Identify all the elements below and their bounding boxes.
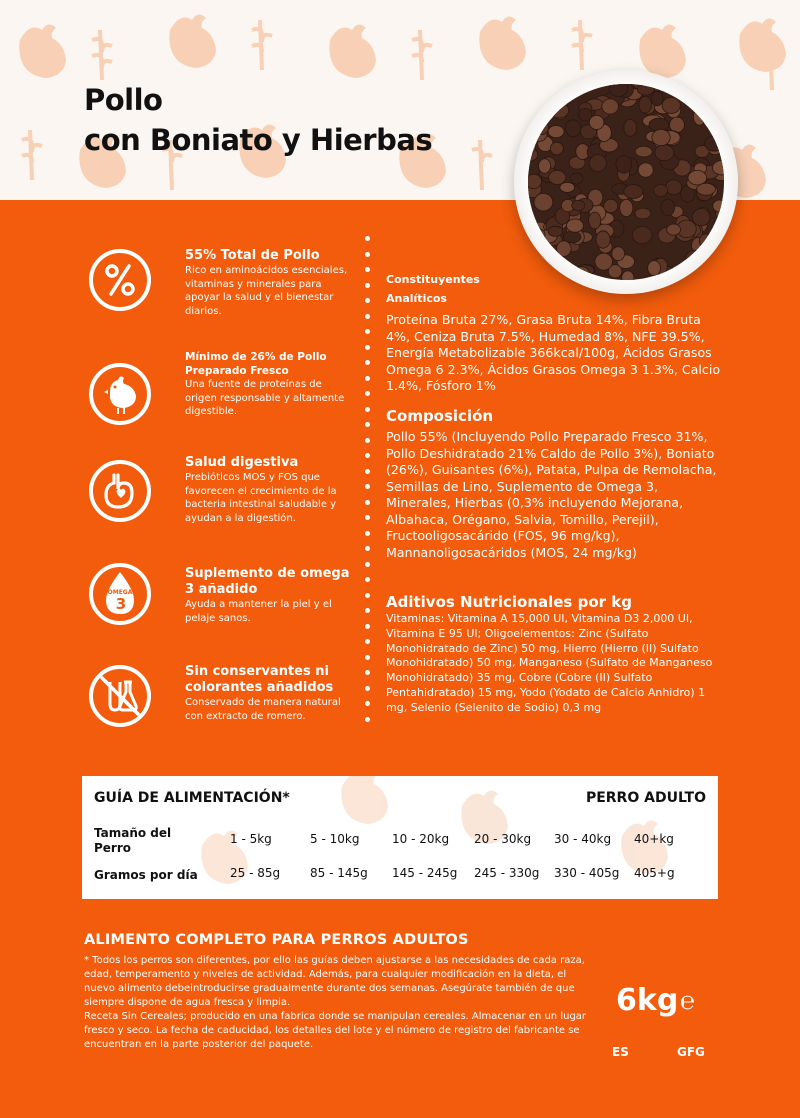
kibble-piece [589, 155, 606, 172]
kibble-piece [528, 174, 542, 188]
benefit-title: Suplemento de omega 3 añadido [185, 566, 350, 597]
kibble-piece [595, 253, 613, 270]
language-code: ES [612, 1045, 629, 1059]
divider-dot [365, 670, 370, 675]
kibble-piece [651, 91, 663, 106]
benefit-desc: Prebióticos MOS y FOS que favorecen el crecimiento de la bacteria intestinal saludable y ayudan a la digestión. [185, 472, 337, 524]
benefit-title: Salud digestiva [185, 455, 299, 470]
benefit-desc: Rico en aminoácidos esenciales, vitaminas y minerales para apoyar la salud y el bienestar diarios. [185, 265, 348, 317]
divider-dot [365, 298, 370, 303]
title-line-1: Pollo [84, 83, 163, 117]
additives-text: Vitaminas: Vitamina A 15,000 UI, Vitamina D3 2,000 UI, Vitamina E 95 UI; Oligoelementos: Zinc (Sulfato Monohidratado de Zinc) 50 mg, Hierro (Hierro (II) Sulfato Monohidratado) 50 mg, Manganeso (Sulfato de Manganeso Monohidratado) 35 mg, Cobre (Cobre (II) Sulfato Pentahidratado) 15 mg, Yodo (Yodato de Calcio Anhidro) 1 mg, Selenio (Selenito de Sodio) 0,3 mg [386, 612, 713, 714]
kibble-piece [692, 209, 710, 226]
chicken-icon [88, 362, 152, 426]
kibble-piece [589, 212, 601, 229]
kibble-piece [632, 227, 652, 244]
kibble-piece [661, 199, 675, 215]
kibble-piece [620, 199, 633, 216]
divider-dot [365, 407, 370, 412]
divider-dot [365, 314, 370, 319]
dotted-divider [365, 236, 371, 726]
composition-heading: Composición [386, 407, 494, 425]
kibble-piece [612, 247, 625, 261]
kibble-piece [565, 120, 580, 137]
stomach-icon [88, 459, 152, 523]
kibble-piece [637, 84, 654, 95]
kibble-piece [602, 99, 619, 114]
kibble-piece [667, 224, 681, 235]
composition-section [386, 407, 726, 561]
footnote-text: * Todos los perros son diferentes, por ello las guías deben ajustarse a las necesidades de cada raza, edad, temperamento y niveles de actividad. Además, para cualquier modificación en la dieta, el nuevo alimento debeintroducirse gradualmente durante dos semanas. Asegúrate también de que siempre dispone de agua fresca y limpia. [84, 955, 585, 1008]
divider-dot [365, 267, 370, 272]
analytics-text: Proteína Bruta 27%, Grasa Bruta 14%, Fibra Bruta 4%, Ceniza Bruta 7.5%, Humedad 8%, NFE 39.5%, Energía Metabolizable 366kcal/100g, Ácidos Grasos Omega 6 2.3%, Ácidos Grasos Omega 3 1.3%, Calcio 1.4%, Fósforo 1% [386, 312, 721, 393]
title-line-2: con Boniato y Hierbas [84, 123, 433, 157]
divider-dot [365, 531, 370, 536]
size-cell: 40+kg [634, 832, 674, 846]
kibble-piece [686, 250, 704, 266]
size-cell: 1 - 5kg [230, 832, 272, 846]
grams-cell: 245 - 330g [474, 866, 540, 880]
kibble-piece [713, 200, 724, 212]
kibble-piece [616, 156, 632, 174]
storage-text: Receta Sin Cereales; producido en una fabrica donde se manipulan cereales. Almacenar en un lugar fresco y seco. La fecha de caducidad, los detalles del lote y el número de registro del fabricante se encuentran en la parte posterior del paquete. [84, 1011, 587, 1050]
divider-dot [365, 639, 370, 644]
divider-dot [365, 484, 370, 489]
benefit-desc: Una fuente de proteínas de origen responsable y altamente digestible. [185, 379, 345, 417]
kibble-piece [548, 126, 564, 138]
kibble-piece [635, 208, 651, 219]
kibble-piece [705, 136, 724, 151]
divider-dot [365, 624, 370, 629]
divider-dot [365, 376, 370, 381]
additives-section [386, 593, 726, 716]
divider-dot [365, 438, 370, 443]
divider-dot [365, 283, 370, 288]
divider-dot [365, 329, 370, 334]
size-cell: 5 - 10kg [310, 832, 360, 846]
divider-dot [365, 515, 370, 520]
benefit-desc: Ayuda a mantener la piel y el pelaje sanos. [185, 599, 332, 624]
kibble-piece [567, 219, 584, 232]
divider-dot [365, 593, 370, 598]
guide-audience: PERRO ADULTO [585, 790, 706, 806]
kibble-piece [688, 170, 707, 185]
size-cell: 20 - 30kg [474, 832, 532, 846]
kibble-image [528, 84, 724, 280]
kibble-piece [662, 97, 680, 113]
kibble-piece [576, 84, 592, 92]
additives-heading: Aditivos Nutricionales por kg [386, 593, 632, 611]
grams-cell: 85 - 145g [310, 866, 368, 880]
grams-cell: 145 - 245g [392, 866, 458, 880]
kibble-piece [693, 108, 705, 125]
kibble-piece [529, 228, 545, 240]
kibble-piece [535, 121, 548, 135]
analytics-heading-1: Constituyentes [386, 273, 480, 286]
kibble-piece [550, 142, 563, 155]
kibble-piece [624, 119, 637, 136]
divider-dot [365, 236, 370, 241]
no-preservatives-icon [88, 664, 152, 728]
kibble-piece [639, 96, 652, 113]
kibble-piece [570, 173, 583, 184]
divider-dot [365, 546, 370, 551]
percent-icon [88, 248, 152, 312]
kibble-piece [702, 110, 715, 124]
benefit-desc: Conservado de manera natural con extracto de romero. [185, 697, 341, 722]
grams-cell: 330 - 405g [554, 866, 620, 880]
product-code: GFG [677, 1045, 705, 1059]
grams-cell: 25 - 85g [230, 866, 281, 880]
omega-label: OMEGA [107, 589, 133, 596]
kibble-texture [528, 84, 724, 280]
divider-dot [365, 345, 370, 350]
feeding-guide-table [82, 776, 718, 899]
divider-dot [365, 252, 370, 257]
kibble-piece [624, 185, 643, 199]
kibble-piece [548, 226, 563, 236]
kibble-piece [539, 159, 551, 174]
kibble-piece [666, 180, 682, 195]
divider-dot [365, 453, 370, 458]
omega-number: 3 [115, 595, 127, 613]
divider-dot [365, 655, 370, 660]
footnote [84, 954, 594, 1052]
benefit-title: Sin conservantes ni colorantes añadidos [185, 664, 334, 695]
kibble-piece [604, 199, 618, 213]
benefit-title: 55% Total de Pollo [185, 248, 320, 263]
benefit-title: Mínimo de 26% de Pollo Preparado Fresco [185, 351, 327, 377]
kibble-piece [534, 193, 553, 211]
analytical-constituents [386, 270, 726, 395]
kibble-piece [715, 128, 724, 144]
divider-dot [365, 686, 370, 691]
net-weight: 6kg [616, 983, 679, 1018]
divider-dot [365, 360, 370, 365]
kibble-piece [697, 183, 716, 195]
kibble-piece [557, 241, 571, 257]
kibble-piece [550, 103, 569, 118]
grams-row-label: Gramos por día [94, 868, 198, 882]
kibble-piece [660, 84, 674, 92]
divider-dot [365, 469, 370, 474]
kibble-piece [560, 182, 575, 192]
kibble-piece [655, 145, 674, 161]
divider-dot [365, 422, 370, 427]
grams-cell: 405+g [634, 866, 675, 880]
kibble-piece [572, 200, 585, 210]
divider-dot [365, 391, 370, 396]
divider-dot [365, 717, 370, 722]
kibble-piece [635, 146, 652, 157]
kibble-bowl-image [514, 70, 738, 294]
divider-dot [365, 577, 370, 582]
page-title [84, 80, 432, 160]
kibble-piece [596, 231, 610, 248]
size-row-label: Tamaño del Perro [94, 826, 172, 855]
kibble-piece [652, 129, 670, 145]
size-cell: 30 - 40kg [554, 832, 612, 846]
omega3-icon [88, 562, 152, 626]
estimated-sign-icon: ℮ [680, 986, 696, 1015]
divider-dot [365, 562, 370, 567]
guide-title: GUÍA DE ALIMENTACIÓN* [94, 790, 290, 806]
complete-food-heading: ALIMENTO COMPLETO PARA PERROS ADULTOS [84, 932, 469, 948]
composition-text: Pollo 55% (Incluyendo Pollo Preparado Fresco 31%, Pollo Deshidratado 21% Caldo de Pollo 3%), Boniato (26%), Guisantes (6%), Patata, Pulpa de Remolacha, Semillas de Lino, Suplemento de Omega 3, Minerales, Hierbas (0,3% incluyendo Mejorana, Albahaca, Orégano, Salvia, Tomillo, Perejil), Fructooligosacárido (FOS, 96 mg/kg), Mannanoligosacáridos (MOS, 24 mg/kg) [386, 429, 717, 560]
kibble-piece [638, 163, 653, 177]
divider-dot [365, 608, 370, 613]
analytics-heading-2: Analíticos [386, 292, 447, 305]
divider-dot [365, 701, 370, 706]
size-cell: 10 - 20kg [392, 832, 450, 846]
kibble-piece [589, 115, 604, 129]
kibble-piece [549, 170, 566, 184]
kibble-piece [699, 234, 712, 248]
divider-dot [365, 500, 370, 505]
kibble-piece [654, 185, 668, 197]
